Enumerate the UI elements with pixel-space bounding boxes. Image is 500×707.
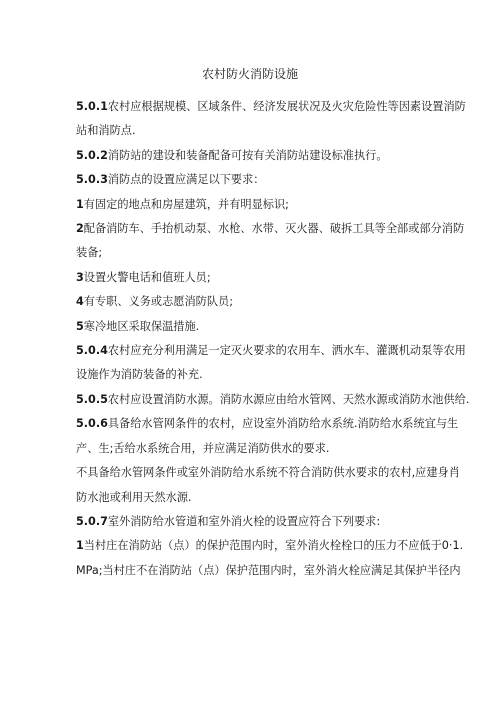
document-body (76, 95, 470, 583)
clause-number: 5.0.6 (76, 417, 108, 431)
clause-number: 5.0.3 (76, 173, 108, 187)
text-line (76, 486, 436, 510)
line-text: 消防点的设置应满足以下要求： (107, 173, 265, 187)
text-line (76, 437, 436, 461)
document-title: 农村防火消防设施 (201, 67, 298, 81)
text-line (76, 217, 465, 241)
line-text: 农村应充分利用满足一定灭火要求的农用车、洒水车、灌溉机动泵等农用 (107, 344, 466, 358)
line-text: 当村庄在消防站（点）的保护范围内时，室外消火栓栓口的压力不应低于0·1. (83, 539, 464, 553)
line-text: 防水池或利用天然水源. (76, 490, 192, 504)
text-line (76, 290, 436, 314)
line-text: MPa;当村庄不在消防站（点）保护范围内时，室外消火栓应满足其保护半径内 (76, 563, 461, 577)
line-text: 站和消防点. (76, 124, 136, 138)
line-text: 配备消防车、手抬机动泵、水枪、水带、灭火器、破拆工具等全部或部分消防 (83, 222, 465, 236)
text-line (76, 339, 466, 363)
text-line (76, 144, 436, 168)
clause-number: 5.0.7 (76, 514, 108, 528)
line-text: 装备; (76, 246, 103, 260)
line-text: 消防站的建设和装备配备可按有关消防站建设标准执行。 (107, 148, 388, 162)
text-line (76, 193, 436, 217)
clause-number: 5.0.2 (76, 148, 108, 162)
clause-number: 5.0.5 (76, 392, 108, 406)
text-line (76, 510, 436, 534)
text-line (76, 315, 436, 339)
clause-number: 5 (76, 319, 84, 333)
line-text: 产、生;舌给水系统合用，并应满足消防供水的要求. (76, 441, 330, 455)
line-text: 寒冷地区采取保温措施. (83, 319, 200, 333)
line-text: 有固定的地点和房屋建筑，并有明显标识; (83, 197, 289, 211)
text-line (76, 534, 464, 558)
line-text: 设施作为消防装备的补充. (76, 368, 203, 382)
text-line (76, 95, 466, 119)
line-text: 有专职、义务或志愿消防队员; (83, 295, 234, 309)
clause-number: 1 (76, 539, 84, 553)
clause-number: 4 (76, 295, 84, 309)
line-text: 农村应根据规模、区域条件、经济发展状况及火灾危险性等因素设置消防 (107, 100, 466, 113)
line-text: 设置火警电话和值班人员; (83, 270, 211, 284)
line-text: 不具备给水管网条件或室外消防给水系统不符合消防供水要求的农村,应建身肖 (76, 466, 460, 480)
clause-number: 5.0.1 (76, 100, 108, 113)
clause-number: 5.0.4 (76, 344, 108, 358)
line-text: 室外消防给水管道和室外消火栓的设置应符合下列要求: (107, 514, 381, 528)
text-line (76, 388, 470, 412)
line-text: 具备给水管网条件的农村，应设室外消防给水系统.消防给水系统宜与生 (107, 417, 459, 431)
text-line (76, 412, 459, 436)
text-line (76, 559, 461, 583)
clause-number: 3 (76, 270, 84, 284)
line-text: 农村应设置消防水源。消防水源应由给水管网、天然水源或消防水池供给. (107, 392, 470, 406)
text-line (76, 119, 436, 143)
text-line (76, 241, 436, 265)
text-line (76, 363, 436, 387)
text-line (76, 266, 436, 290)
text-line (76, 461, 460, 485)
text-line (76, 168, 436, 192)
clause-number: 2 (76, 222, 84, 236)
clause-number: 1 (76, 197, 84, 211)
